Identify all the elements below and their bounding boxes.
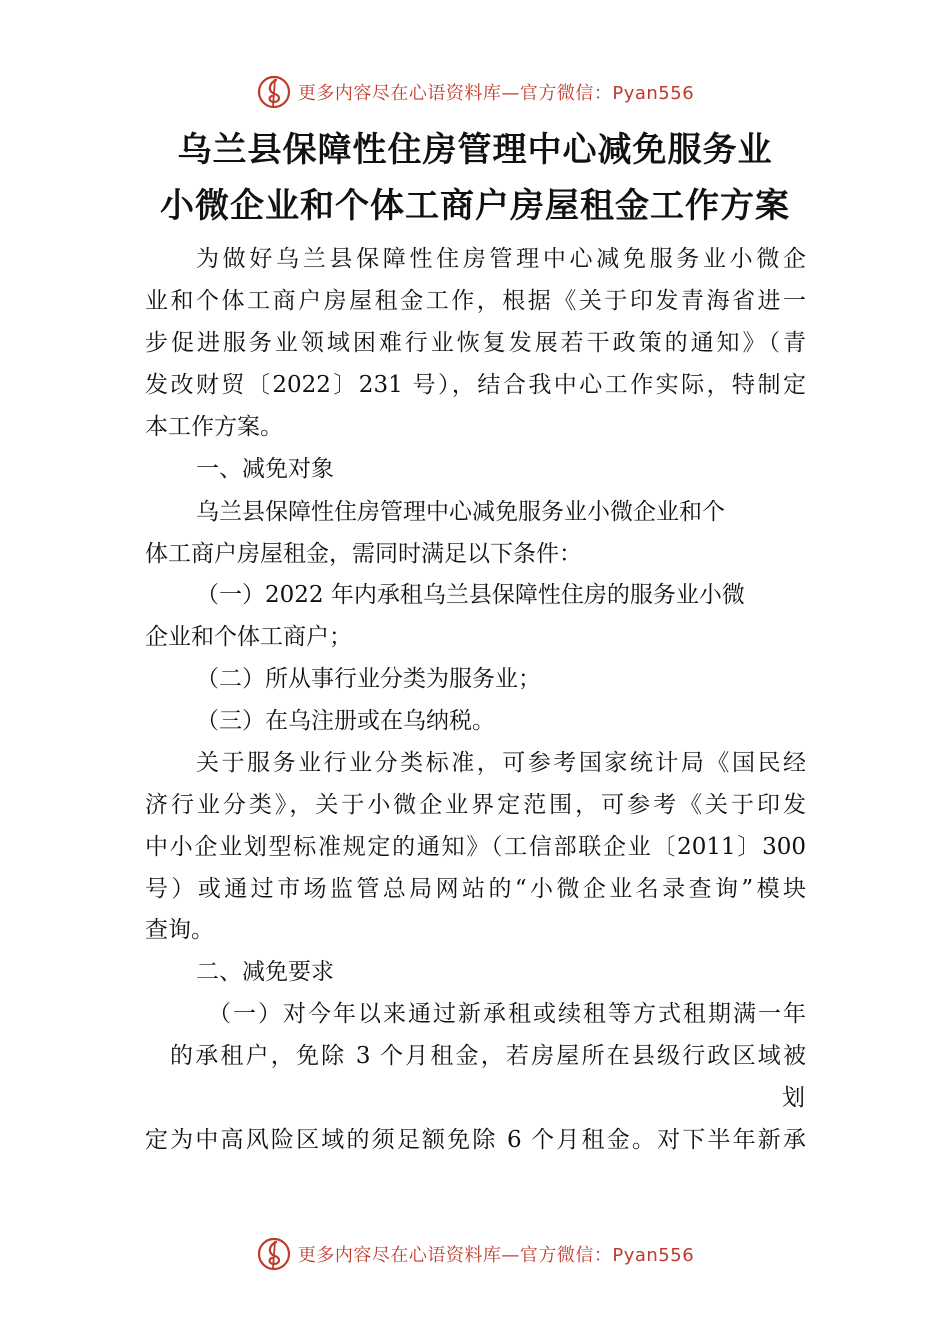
paragraph-line: 定为中高风险区域的须足额免除 6 个月租金。对下半年新承 bbox=[145, 1127, 806, 1153]
clef-logo-icon bbox=[256, 1236, 292, 1272]
paragraph-line: 划 bbox=[782, 1085, 805, 1111]
list-item-line: （三）在乌注册或在乌纳税。 bbox=[196, 708, 495, 734]
paragraph-line: 关于服务业行业分类标准，可参考国家统计局《国民经 bbox=[196, 750, 806, 776]
section-heading-1: 一、减免对象 bbox=[196, 456, 334, 482]
paragraph-line: 业和个体工商户房屋租金工作，根据《关于印发青海省进一 bbox=[145, 288, 806, 314]
clef-logo-icon bbox=[256, 74, 292, 110]
paragraph-line: 号）或通过市场监管总局网站的“小微企业名录查询”模块 bbox=[145, 876, 806, 902]
document-title-line-1: 乌兰县保障性住房管理中心减免服务业 bbox=[177, 130, 773, 170]
paragraph-line: 步促进服务业领域困难行业恢复发展若干政策的通知》（青 bbox=[145, 330, 806, 356]
section-heading-2: 二、减免要求 bbox=[196, 959, 334, 985]
watermark-text: 更多内容尽在心语资料库—官方微信：Pyan556 bbox=[297, 1245, 695, 1266]
paragraph-line: 发改财贸〔2022〕231 号），结合我中心工作实际，特制定 bbox=[145, 372, 806, 398]
paragraph-line: 济行业分类》，关于小微企业界定范围，可参考《关于印发 bbox=[145, 792, 806, 818]
watermark-header bbox=[0, 70, 950, 114]
document-title-line-2: 小微企业和个体工商户房屋租金工作方案 bbox=[160, 186, 790, 226]
list-item-line: 企业和个体工商户； bbox=[145, 624, 352, 650]
list-item-line: （一）2022 年内承租乌兰县保障性住房的服务业小微 bbox=[196, 582, 745, 608]
paragraph-line: 为做好乌兰县保障性住房管理中心减免服务业小微企 bbox=[196, 246, 806, 272]
watermark-footer bbox=[0, 1232, 950, 1276]
paragraph-line: 的承租户，免除 3 个月租金，若房屋所在县级行政区域被 bbox=[170, 1043, 806, 1069]
paragraph-line: （一）对今年以来通过新承租或续租等方式租期满一年 bbox=[208, 1001, 806, 1027]
paragraph-line: 本工作方案。 bbox=[145, 414, 283, 440]
paragraph-line: 查询。 bbox=[145, 917, 214, 943]
paragraph-line: 中小企业划型标准规定的通知》（工信部联企业〔2011〕300 bbox=[145, 834, 806, 860]
watermark-text: 更多内容尽在心语资料库—官方微信：Pyan556 bbox=[297, 83, 695, 104]
paragraph-line: 体工商户房屋租金，需同时满足以下条件： bbox=[145, 541, 582, 567]
list-item-line: （二）所从事行业分类为服务业； bbox=[196, 666, 541, 692]
paragraph-line: 乌兰县保障性住房管理中心减免服务业小微企业和个 bbox=[196, 499, 725, 525]
